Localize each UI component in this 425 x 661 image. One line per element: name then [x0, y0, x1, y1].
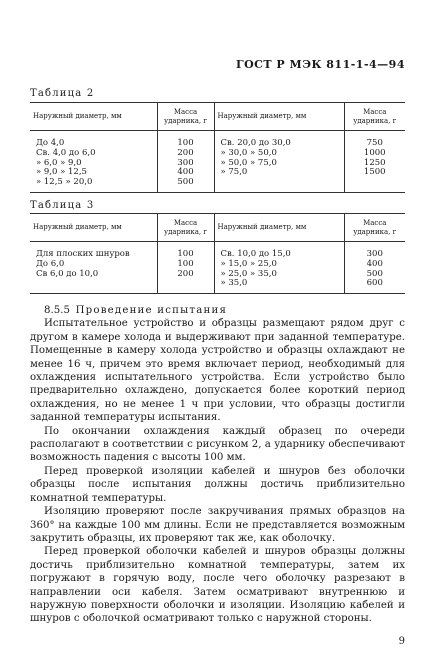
table-row: » 75,0	[220, 167, 248, 178]
table-row: 500	[177, 177, 194, 188]
table-row: 100	[177, 249, 194, 259]
table-3-header-diameter-2: Наружный диаметр, мм	[214, 214, 344, 242]
table-2-mass-cell-2	[344, 131, 405, 193]
table-row: 400	[177, 167, 194, 178]
table-2-header-mass-1: Масса ударника, г	[157, 103, 214, 131]
table-3-caption: Таблица 3	[30, 200, 95, 211]
table-row: 200	[177, 268, 194, 279]
table-row: 100	[177, 138, 194, 148]
table-2-caption: Таблица 2	[30, 88, 95, 99]
paragraph: Перед проверкой оболочки кабелей и шнуров образцы должны достичь приблизительно комнатной температуры, затем их погружают в горячую воду, после чего оболочку разрезают в направлении оси кабеля. Затем осматривают внутреннюю и наружную поверхности оболочки и изоляции. Изоляцию кабелей и шнуров с оболочкой осматривают только с наружной стороны.	[30, 546, 405, 625]
table-3-header-diameter-1: Наружный диаметр, мм	[30, 214, 157, 242]
table-row: 1000	[363, 147, 386, 158]
table-3-diameter-cell-2	[214, 242, 344, 294]
table-3-diameter-cell-1	[30, 242, 157, 294]
paragraph: Испытательное устройство и образцы размещают рядом друг с другом в камере холода и выдерживают при заданной температуре. Помещенные в камеру холода устройство и образцы охлаждают не менее 16 ч, причем это время включает период, необходимый для охлаждения испытательного устройства. Если устройство было предварительно охлаждено, допускается более короткий период охлаждения, но не менее 1 ч при условии, что образцы достигли заданной температуры испытания.	[30, 318, 405, 424]
table-row: Св. 20,0 до 30,0	[220, 138, 291, 148]
table-2-header-diameter-2: Наружный диаметр, мм	[214, 103, 344, 131]
paragraph: Изоляцию проверяют после закручивания прямых образцов на 360° на каждые 100 мм длины. Если не представляется возможным закрутить образцы, их проверяют так же, как оболочку.	[30, 506, 405, 544]
table-3-header-mass-1: Масса ударника, г	[157, 214, 214, 242]
table-row: До 6,0	[36, 258, 65, 269]
table-row: До 4,0	[36, 138, 65, 148]
table-row: Св. 4,0 до 6,0	[36, 147, 96, 158]
table-row: » 35,0	[220, 278, 248, 289]
table-3-header-mass-2: Масса ударника, г	[344, 214, 405, 242]
table-row: 100	[177, 258, 194, 269]
table-row: 300	[366, 249, 383, 259]
table-row: 200	[177, 147, 194, 158]
paragraph: По окончании охлаждения каждый образец по очереди располагают в соответствии с рисунком 2, а ударнику обеспечивают возможность падения с высоты 100 мм.	[30, 425, 405, 464]
table-row: Св 6,0 до 10,0	[36, 268, 99, 279]
page-number: 9	[398, 636, 405, 647]
table-row: » 25,0 » 35,0	[220, 268, 277, 279]
section-title	[30, 304, 405, 317]
table-row: » 6,0 » 9,0	[36, 157, 82, 168]
table-row: » 9,0 » 12,5	[36, 167, 87, 178]
table-2-diameter-cell-1	[30, 131, 157, 193]
table-2	[30, 102, 405, 193]
table-row: » 15,0 » 25,0	[220, 258, 277, 269]
table-row: Св. 10,0 до 15,0	[220, 249, 291, 259]
section-title-text: Проведение испытания	[75, 305, 228, 316]
table-row: » 50,0 » 75,0	[220, 157, 277, 168]
table-3-mass-cell-2	[344, 242, 405, 294]
document-header: ГОСТ Р МЭК 811-1-4—94	[235, 58, 405, 71]
table-row: 400	[366, 258, 383, 269]
table-row: 750	[366, 138, 383, 148]
paragraph: Перед проверкой изоляции кабелей и шнуров без оболочки образцы после испытания должны достичь приблизительно комнатной температуры.	[30, 465, 405, 504]
table-2-header-diameter-1: Наружный диаметр, мм	[30, 103, 157, 131]
table-row: » 12,5 » 20,0	[36, 177, 93, 188]
table-row: 1500	[363, 167, 386, 178]
section-body	[30, 304, 405, 626]
section-number: 8.5.5	[44, 305, 70, 316]
table-2-mass-cell-1	[157, 131, 214, 193]
table-row: 500	[366, 268, 383, 279]
table-2-header-mass-2: Масса ударника, г	[344, 103, 405, 131]
table-row: 600	[366, 278, 383, 289]
table-3-mass-cell-1	[157, 242, 214, 294]
table-row: Для плоских шнуров	[36, 249, 130, 259]
table-row: » 30,0 » 50,0	[220, 147, 277, 158]
table-row: 1250	[363, 157, 386, 168]
table-3	[30, 213, 405, 294]
table-2-diameter-cell-2	[214, 131, 344, 193]
table-row: 300	[177, 157, 194, 168]
